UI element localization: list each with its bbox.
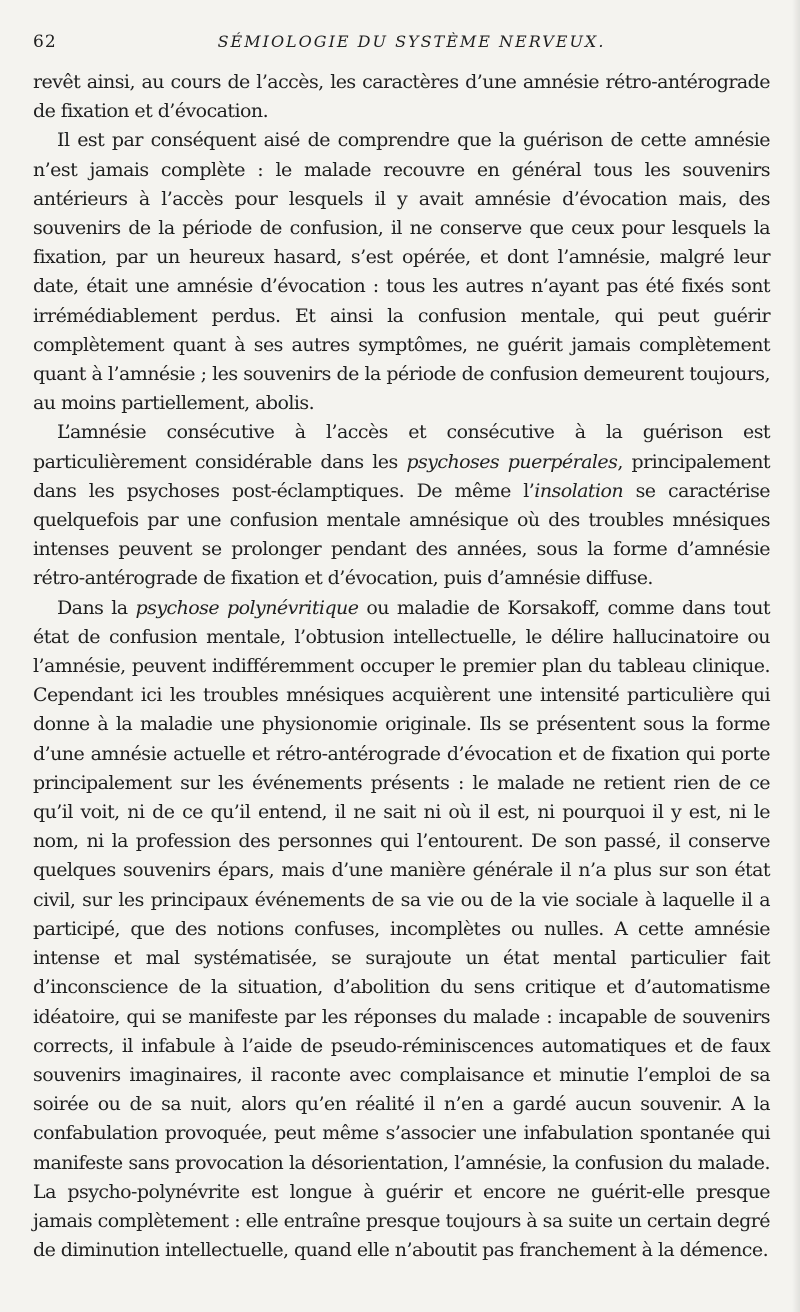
page-number: 62 (33, 32, 57, 52)
paragraph-text: Il est par conséquent aisé de comprendre que la guérison de cette amnésie n’est jamais complète : le malade recouvre en général tous les souvenirs antérieurs à l’accès pour lesquels il y avait amnésie d’évocation mais, des souvenirs de la période de confusion, il ne conserve que ceux pour lesquels la fixation, par un heureux hasard, s’est opérée, et dont l’amnésie, malgré leur date, était une amnésie d’évocation : tous les autres n’ayant pas été fixés sont irrémédiablement perdus. Et ainsi la confusion mentale, qui peut guérir complètement quant à ses autres symptômes, ne guérit jamais complètement quant à l’amnésie ; les souvenirs de la période de confusion demeurent toujours, au moins partiellement, abolis. (33, 129, 770, 415)
paragraph-text: , principalement dans les psychoses post-éclamptiques. De même l’ (33, 450, 770, 502)
running-title: SÉMIOLOGIE DU SYSTÈME NERVEUX. (217, 32, 606, 51)
italic-term: psychose polynévritique (135, 596, 359, 619)
paragraph-text: L’amnésie consécutive à l’accès et consécutive à la guérison est particulièrement considérable dans les (33, 421, 770, 473)
paragraph-4 (33, 594, 770, 1266)
italic-term: psychoses puerpérales (406, 450, 618, 473)
page-edge-shadow (792, 0, 800, 1312)
paragraph-text: ou maladie de Korsakoff, comme dans tout état de confusion mentale, l’obtusion intellectuelle, le délire hallucinatoire ou l’amnésie, peuvent indifféremment occuper le premier plan du tableau clinique. Cependant ici les troubles mnésiques acquièrent une intensité particulière qui donne à la maladie une physionomie originale. Ils se présentent sous la forme d’une amnésie actuelle et rétro-antérograde d’évocation et de fixation qui porte principalement sur les événements présents : le malade ne retient rien de ce qu’il voit, ni de ce qu’il entend, il ne sait ni où il est, ni pourquoi il y est, ni le nom, ni la profession des personnes qui l’entourent. De son passé, il conserve quelques souvenirs épars, mais d’une manière générale il n’a plus sur son état civil, sur les principaux événements de sa vie ou de la vie sociale à laquelle il a participé, que des notions confuses, incomplètes ou nulles. A cette amnésie intense et mal systématisée, se surajoute un état mental particulier fait d’inconscience de la situation, d’abolition du sens critique et d’automatisme idéatoire, qui se manifeste par les réponses du malade : incapable de souvenirs corrects, il infabule à l’aide de pseudo-réminiscences automatiques et de faux souvenirs imaginaires, il raconte avec complaisance et minutie l’emploi de sa soirée ou de sa nuit, alors qu’en réalité il n’en a gardé aucun souvenir. A la confabulation provoquée, peut même s’associer une infabulation spontanée qui manifeste sans provocation la désorientation, l’amnésie, la confusion du malade. La psycho-polynévrite est longue à guérir et encore ne guérit-elle presque jamais complètement : elle entraîne presque toujours à sa suite un certain degré de diminution intellectuelle, quand elle n’aboutit pas franchement à la démence. (33, 596, 770, 1262)
paragraph-text: revêt ainsi, au cours de l’accès, les caractères d’une amnésie rétro-antérograde de fixation et d’évocation. (33, 71, 770, 123)
italic-term: insolation (534, 479, 624, 502)
paragraph-1 (33, 68, 770, 126)
paragraph-3 (33, 418, 770, 593)
page-header (33, 26, 770, 66)
paragraph-text: Dans la (57, 596, 136, 619)
paragraph-text: se caractérise quelquefois par une confusion mentale amnésique où des troubles mnésiques intenses peuvent se prolonger pendant des années, sous la forme d’amnésie rétro-antérograde de fixation et d’évocation, puis d’amnésie diffuse. (33, 479, 770, 590)
paragraph-2 (33, 126, 770, 418)
body-text (33, 68, 770, 1265)
